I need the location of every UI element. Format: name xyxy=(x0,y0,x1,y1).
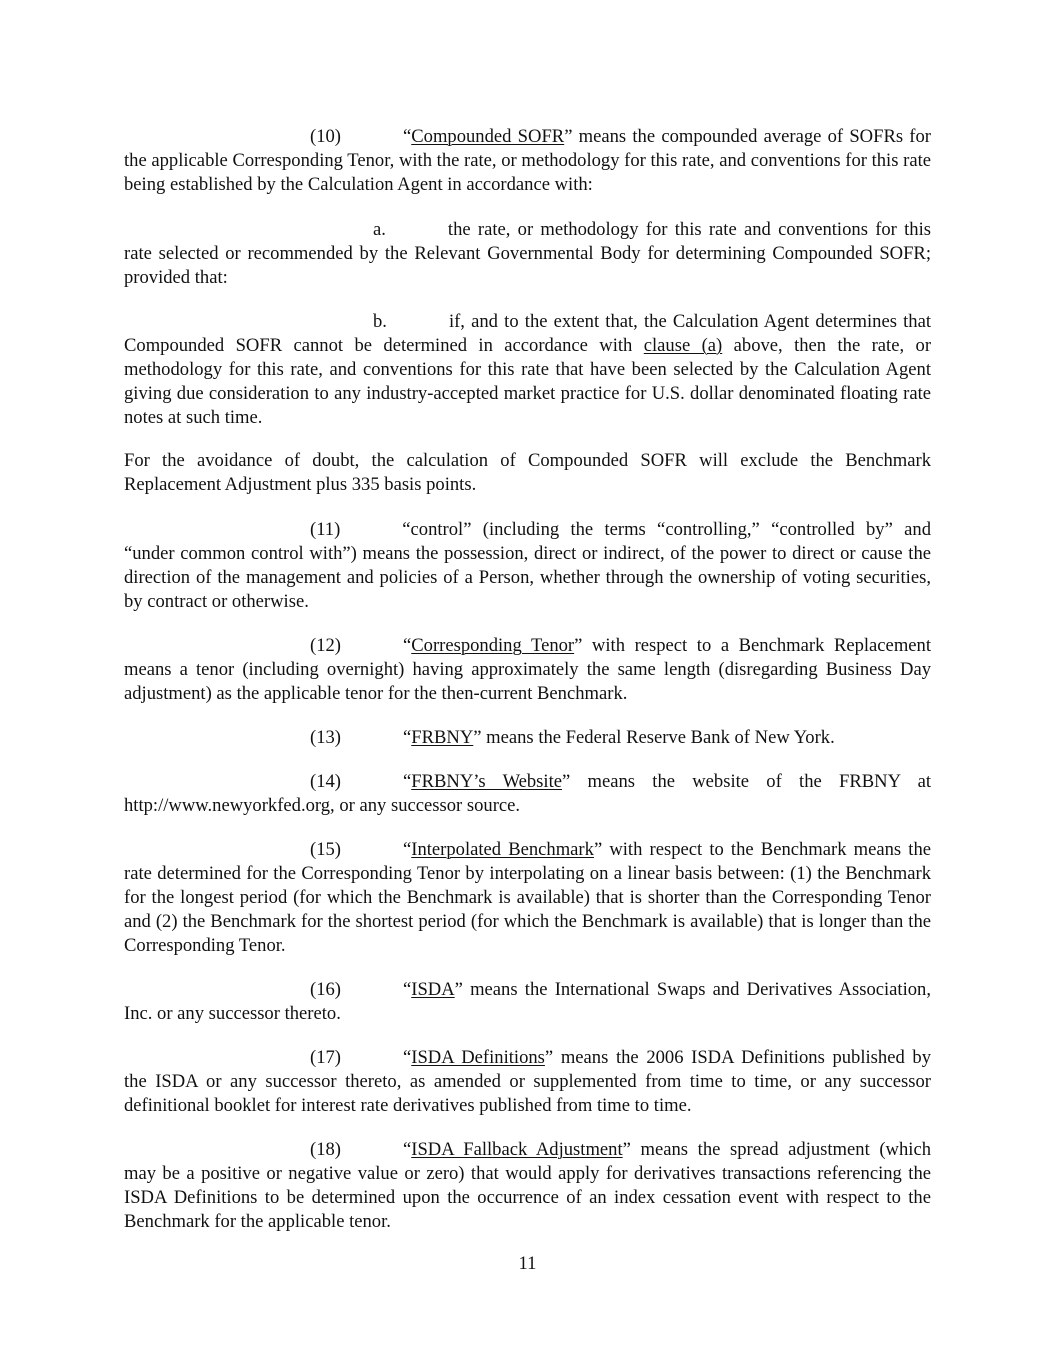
definition-number: (11) xyxy=(310,519,341,540)
definition-text: ” with respect to the Benchmark means the rate determined for the Corresponding Tenor by interpolating on a linear basis between: (1) the Benchmark for the longest period (for which the Benchmark is available) that is shorter than the Corresponding Tenor and (2) the Benchmark for the shortest period (for which the Benchmark is available) that is longer than the Corresponding Tenor. xyxy=(124,839,931,956)
defined-term: ISDA Fallback Adjustment xyxy=(411,1139,623,1160)
definition-text: ” means the International Swaps and Derivatives Association, Inc. or any successor thereto. xyxy=(124,979,931,1024)
definition-10: (10) “Compounded SOFR” means the compounded average of SOFRs for the applicable Corresponding Tenor, with the rate, or methodology for this rate, and conventions for this rate being established by the Calculation Agent in accordance with: xyxy=(124,126,931,195)
defined-term: ISDA Definitions xyxy=(411,1047,545,1068)
defined-term: Compounded SOFR xyxy=(411,126,565,147)
definition-number: (15) xyxy=(310,839,341,860)
definition-text: ” with respect to a Benchmark Replacement means a tenor (including overnight) having approximately the same length (disregarding Business Day adjustment) as the applicable tenor for the then-current Benchmark. xyxy=(124,635,931,704)
definition-15: (15) “Interpolated Benchmark” with respect to the Benchmark means the rate determined for the Corresponding Tenor by interpolating on a linear basis between: (1) the Benchmark for the longest period (for which the Benchmark is available) that is shorter than the Corresponding Tenor and (2) the Benchmark for the shortest period (for which the Benchmark is available) that is longer than the Corresponding Tenor. xyxy=(124,839,931,956)
clause-reference: clause (a) xyxy=(643,335,723,356)
definition-16: (16) “ISDA” means the International Swaps and Derivatives Association, Inc. or any successor thereto. xyxy=(124,979,931,1024)
definition-number: (18) xyxy=(310,1139,341,1160)
defined-term: Interpolated Benchmark xyxy=(411,839,594,860)
definition-13: (13) “FRBNY” means the Federal Reserve Bank of New York. xyxy=(310,727,835,748)
definition-number: (14) xyxy=(310,771,341,792)
definition-10b: b. if, and to the extent that, the Calculation Agent determines that Compounded SOFR cannot be determined in accordance with clause (a) above, then the rate, or methodology for this rate, and conventions for this rate that have been selected by the Calculation Agent giving due consideration to any industry-accepted market practice for U.S. dollar denominated floating rate notes at such time. xyxy=(124,311,932,428)
definition-12: (12) “Corresponding Tenor” with respect to a Benchmark Replacement means a tenor (including overnight) having approximately the same length (disregarding Business Day adjustment) as the applicable tenor for the then-current Benchmark. xyxy=(124,635,931,704)
defined-term: FRBNY xyxy=(411,727,474,748)
definition-11 xyxy=(124,518,931,614)
definition-number: (17) xyxy=(310,1047,341,1068)
avoidance-of-doubt: For the avoidance of doubt, the calculation of Compounded SOFR will exclude the Benchmark Replacement Adjustment plus 335 basis points. xyxy=(124,450,931,495)
definition-text: ” means the website of the FRBNY at http://www.newyorkfed.org, or any successor source. xyxy=(124,771,931,816)
page-number: 11 xyxy=(518,1253,537,1274)
clause-text: the rate, or methodology for this rate and conventions for this rate selected or recommended by the Relevant Governmental Body for determining Compounded SOFR; provided that: xyxy=(124,219,931,288)
definition-text: ” means the 2006 ISDA Definitions published by the ISDA or any successor thereto, as amended or supplemented from time to time, or any successor definitional booklet for interest rate derivatives published from time to time. xyxy=(124,1047,931,1116)
defined-term: ISDA xyxy=(411,979,455,1000)
definition-10a xyxy=(124,218,931,290)
definition-number: (10) xyxy=(310,126,341,147)
clause-number: b. xyxy=(373,311,387,332)
definition-text: “control” (including the terms “controlling,” “controlled by” and “under common control with”) means the possession, direct or indirect, of the power to direct or cause the direction of the management and policies of a Person, whether through the ownership of voting securities, by contract or otherwise. xyxy=(124,519,931,612)
definition-14: (14) “FRBNY’s Website” means the website of the FRBNY at http://www.newyorkfed.org, or any successor source. xyxy=(124,771,931,816)
definition-number: (12) xyxy=(310,635,341,656)
definition-number: (16) xyxy=(310,979,341,1000)
definition-18: (18) “ISDA Fallback Adjustment” means the spread adjustment (which may be a positive or negative value or zero) that would apply for derivatives transactions referencing the ISDA Definitions to be determined upon the occurrence of an index cessation event with respect to the Benchmark for the applicable tenor. xyxy=(124,1139,931,1232)
definition-17: (17) “ISDA Definitions” means the 2006 ISDA Definitions published by the ISDA or any successor thereto, as amended or supplemented from time to time, or any successor definitional booklet for interest rate derivatives published from time to time. xyxy=(124,1047,931,1116)
definition-text: ” means the Federal Reserve Bank of New York. xyxy=(473,727,835,748)
definition-text: ” means the spread adjustment (which may be a positive or negative value or zero) that would apply for derivatives transactions referencing the ISDA Definitions to be determined upon the occurrence of an index cessation event with respect to the Benchmark for the applicable tenor. xyxy=(124,1139,931,1232)
defined-term: FRBNY’s Website xyxy=(411,771,563,792)
clause-number: a. xyxy=(373,219,386,240)
defined-term: Corresponding Tenor xyxy=(411,635,575,656)
definition-text: ” means the compounded average of SOFRs for the applicable Corresponding Tenor, with the rate, or methodology for this rate, and conventions for this rate being established by the Calculation Agent in accordance with: xyxy=(124,126,931,195)
definition-number: (13) xyxy=(310,727,341,748)
